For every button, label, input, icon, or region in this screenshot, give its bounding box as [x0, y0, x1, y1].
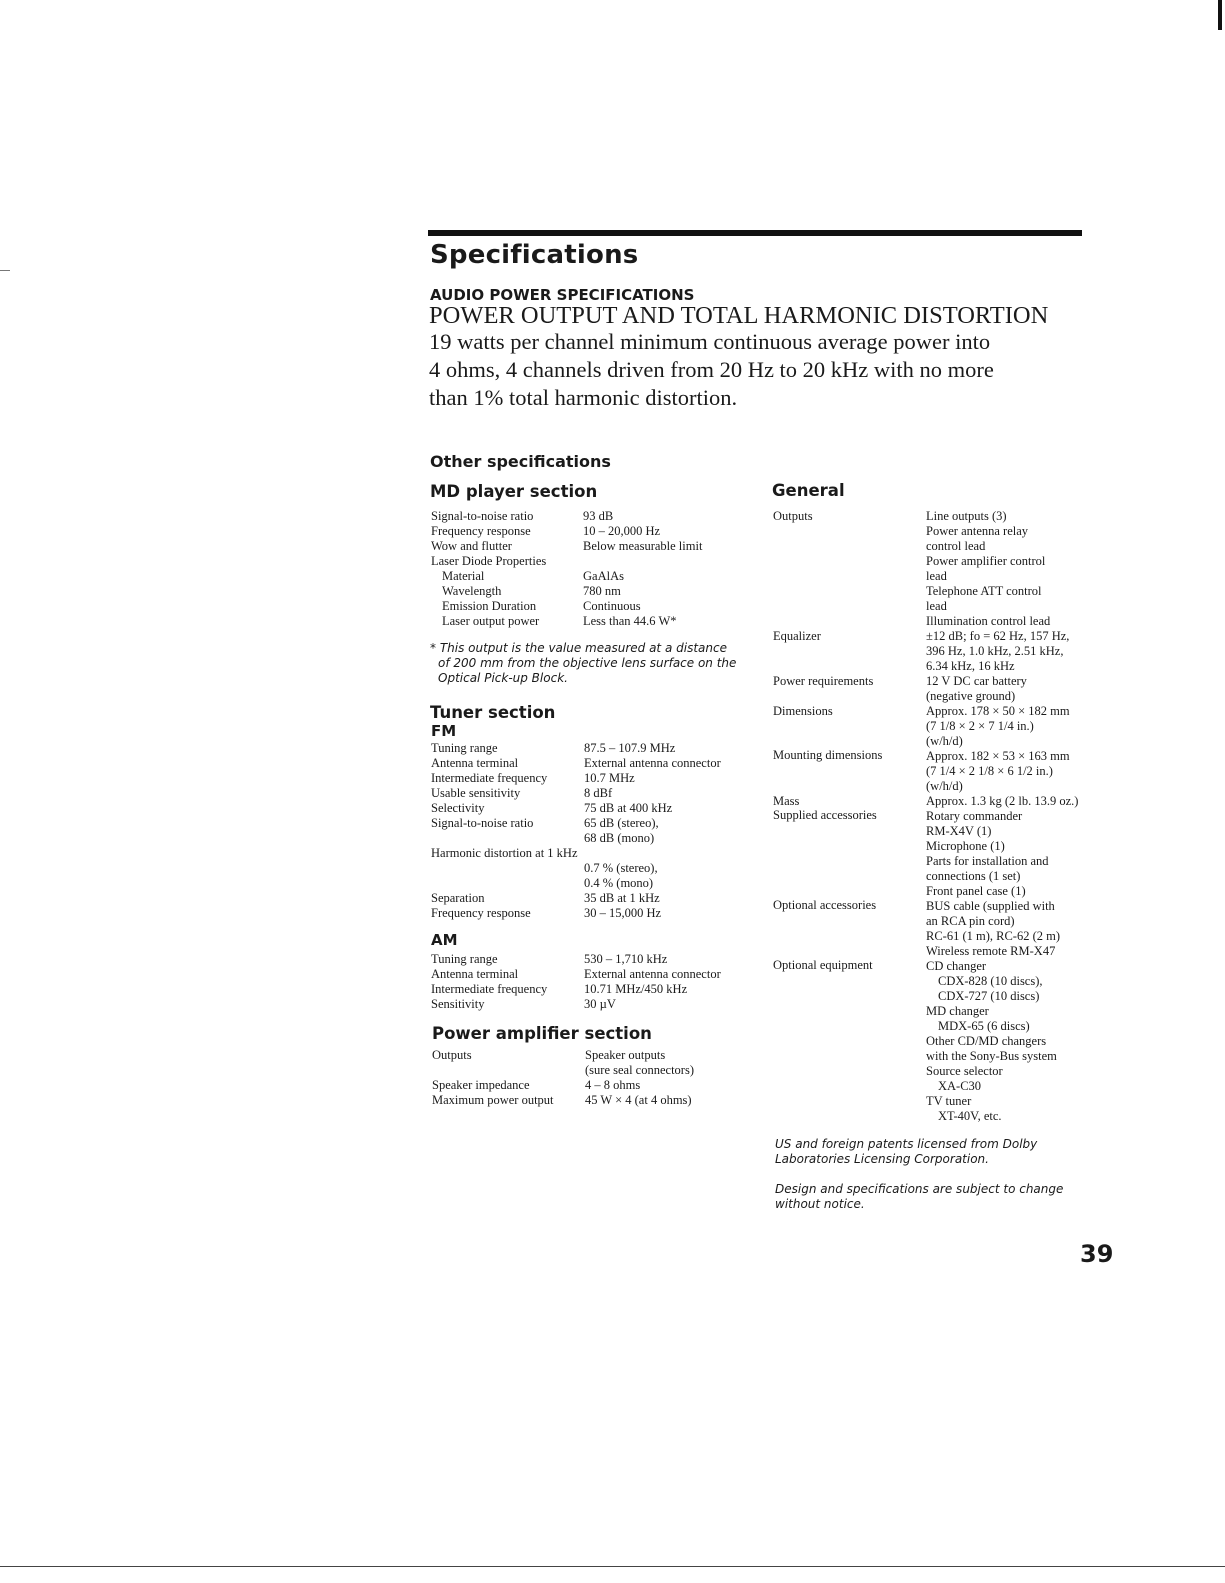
general-label-supplied: Supplied accessories	[773, 808, 877, 822]
patent-note-line: US and foreign patents licensed from Dolby	[775, 1137, 1038, 1151]
spec-value: 93 dB	[583, 509, 614, 523]
spec-label: Selectivity	[431, 801, 485, 815]
audio-power-heading: AUDIO POWER SPECIFICATIONS	[430, 286, 695, 304]
spec-value: 10 – 20,000 Hz	[583, 524, 661, 538]
spec-label: Laser Diode Properties	[431, 554, 547, 568]
general-value-line: Approx. 178 × 50 × 182 mm	[926, 704, 1070, 718]
spec-value: 65 dB (stereo),	[584, 816, 659, 830]
spec-value: External antenna connector	[584, 967, 721, 981]
spec-value: (sure seal connectors)	[585, 1063, 694, 1077]
spec-value: 45 W × 4 (at 4 ohms)	[585, 1093, 692, 1107]
general-value-line: Parts for installation and	[926, 854, 1049, 868]
spec-label: Usable sensitivity	[431, 786, 521, 800]
general-value-line: with the Sony-Bus system	[926, 1049, 1057, 1063]
spec-label: Laser output power	[442, 614, 540, 628]
spec-value: 30 µV	[584, 997, 616, 1011]
spec-value: 35 dB at 1 kHz	[584, 891, 660, 905]
general-value-line: 6.34 kHz, 16 kHz	[926, 659, 1015, 673]
general-label-optional-eq: Optional equipment	[773, 958, 873, 972]
general-value-line: CD changer	[926, 959, 987, 973]
general-value-line: Illumination control lead	[926, 614, 1051, 628]
laser-note-line: of 200 mm from the objective lens surface on the	[438, 656, 737, 670]
spec-label: Maximum power output	[432, 1093, 554, 1107]
general-label-mass: Mass	[773, 794, 800, 808]
spec-label: Antenna terminal	[431, 756, 519, 770]
power-line: 4 ohms, 4 channels driven from 20 Hz to 20 kHz with no more	[429, 357, 994, 382]
spec-label: Tuning range	[431, 952, 498, 966]
title-rule	[428, 230, 1082, 236]
general-heading: General	[772, 481, 845, 500]
general-value-line: Other CD/MD changers	[926, 1034, 1047, 1048]
general-value-line: lead	[926, 599, 947, 613]
spec-label: Tuning range	[431, 741, 498, 755]
other-specifications-heading: Other specifications	[430, 452, 611, 471]
spec-label: Material	[442, 569, 485, 583]
spec-value: GaAlAs	[583, 569, 624, 583]
general-value-line: (7 1/8 × 2 × 7 1/4 in.)	[926, 719, 1034, 733]
spec-label: Separation	[431, 891, 485, 905]
general-value-line: XT-40V, etc.	[938, 1109, 1002, 1123]
general-label-mounting: Mounting dimensions	[773, 748, 883, 762]
power-output-heading: POWER OUTPUT AND TOTAL HARMONIC DISTORTION	[429, 302, 1049, 329]
power-line: than 1% total harmonic distortion.	[429, 385, 738, 410]
general-value-line: BUS cable (supplied with	[926, 899, 1055, 913]
page-title: Specifications	[430, 240, 639, 270]
general-value-line: Telephone ATT control	[926, 584, 1042, 598]
general-value-line: CDX-727 (10 discs)	[938, 989, 1040, 1003]
spec-label: Frequency response	[431, 906, 531, 920]
general-value-line: (w/h/d)	[926, 779, 963, 793]
general-value-line: TV tuner	[926, 1094, 972, 1108]
general-value-line: control lead	[926, 539, 986, 553]
spec-value: 4 – 8 ohms	[585, 1078, 641, 1092]
spec-label: Antenna terminal	[431, 967, 519, 981]
general-value-line: (w/h/d)	[926, 734, 963, 748]
general-value-line: Front panel case (1)	[926, 884, 1026, 898]
general-label-optional-acc: Optional accessories	[773, 898, 877, 912]
general-value-line: an RCA pin cord)	[926, 914, 1015, 928]
spec-value: 68 dB (mono)	[584, 831, 655, 845]
spec-label: Emission Duration	[442, 599, 537, 613]
general-value-line: (negative ground)	[926, 689, 1016, 703]
general-value-line: lead	[926, 569, 947, 583]
spec-value: 75 dB at 400 kHz	[584, 801, 673, 815]
spec-label: Sensitivity	[431, 997, 485, 1011]
general-value-line: 396 Hz, 1.0 kHz, 2.51 kHz,	[926, 644, 1064, 658]
design-note-line: without notice.	[775, 1197, 865, 1211]
spec-value: 0.7 % (stereo),	[584, 861, 658, 875]
general-value-line: RC-61 (1 m), RC-62 (2 m)	[926, 929, 1061, 943]
general-label-equalizer: Equalizer	[773, 629, 821, 643]
scan-bottom-line	[0, 1566, 1225, 1567]
spec-value: 780 nm	[583, 584, 621, 598]
spec-value: Less than 44.6 W*	[583, 614, 677, 628]
spec-value: 10.71 MHz/450 kHz	[584, 982, 688, 996]
spec-value: 8 dBf	[584, 786, 613, 800]
spec-label: Intermediate frequency	[431, 771, 548, 785]
spec-label: Harmonic distortion at 1 kHz	[431, 846, 578, 860]
general-value-line: Approx. 1.3 kg (2 lb. 13.9 oz.)	[926, 794, 1079, 808]
general-value-line: Power amplifier control	[926, 554, 1046, 568]
general-label-power: Power requirements	[773, 674, 874, 688]
spec-label: Wavelength	[442, 584, 502, 598]
general-value-line: 12 V DC car battery	[926, 674, 1027, 688]
spec-value: 30 – 15,000 Hz	[584, 906, 662, 920]
spec-label: Signal-to-noise ratio	[431, 816, 534, 830]
spec-label: Outputs	[432, 1048, 472, 1062]
amp-section-heading: Power amplifier section	[432, 1024, 652, 1043]
general-label-dimensions: Dimensions	[773, 704, 833, 718]
md-section-heading: MD player section	[430, 482, 598, 501]
power-output-text	[429, 328, 1079, 412]
spec-label: Speaker impedance	[432, 1078, 530, 1092]
page-number: 39	[1080, 1240, 1114, 1268]
general-value-line: Source selector	[926, 1064, 1003, 1078]
general-value-line: XA-C30	[938, 1079, 982, 1093]
scan-edge-mark-left	[0, 270, 10, 271]
general-value-line: ±12 dB; fo = 62 Hz, 157 Hz,	[926, 629, 1070, 643]
spec-label: Signal-to-noise ratio	[431, 509, 534, 523]
spec-label: Wow and flutter	[431, 539, 512, 553]
general-values	[926, 509, 1086, 1124]
general-value-line: Wireless remote RM-X47	[926, 944, 1056, 958]
scan-edge-mark	[1218, 0, 1222, 30]
general-value-line: RM-X4V (1)	[926, 824, 992, 838]
tuner-section-heading: Tuner section	[430, 703, 556, 722]
spec-value: External antenna connector	[584, 756, 721, 770]
general-value-line: Microphone (1)	[926, 839, 1005, 853]
design-note-line: Design and specifications are subject to change	[775, 1182, 1064, 1196]
laser-note-line: * This output is the value measured at a distance	[430, 641, 727, 655]
general-label-outputs: Outputs	[773, 509, 813, 523]
general-value-line: CDX-828 (10 discs),	[938, 974, 1043, 988]
spec-value: 87.5 – 107.9 MHz	[584, 741, 676, 755]
spec-value: 0.4 % (mono)	[584, 876, 654, 890]
spec-value: Speaker outputs	[585, 1048, 666, 1062]
general-value-line: MD changer	[926, 1004, 989, 1018]
spec-value: Continuous	[583, 599, 641, 613]
general-value-line: Approx. 182 × 53 × 163 mm	[926, 749, 1070, 763]
spec-label: Frequency response	[431, 524, 531, 538]
general-value-line: Line outputs (3)	[926, 509, 1007, 523]
am-heading: AM	[431, 931, 458, 949]
general-value-line: Power antenna relay	[926, 524, 1029, 538]
power-line: 19 watts per channel minimum continuous average power into	[429, 329, 991, 354]
spec-label: Intermediate frequency	[431, 982, 548, 996]
general-value-line: connections (1 set)	[926, 869, 1021, 883]
laser-note-line: Optical Pick-up Block.	[438, 671, 568, 685]
spec-value: 10.7 MHz	[584, 771, 635, 785]
general-value-line: (7 1/4 × 2 1/8 × 6 1/2 in.)	[926, 764, 1053, 778]
spec-value: Below measurable limit	[583, 539, 703, 553]
general-value-line: MDX-65 (6 discs)	[938, 1019, 1030, 1033]
patent-note-line: Laboratories Licensing Corporation.	[775, 1152, 989, 1166]
fm-heading: FM	[431, 722, 457, 740]
spec-value: 530 – 1,710 kHz	[584, 952, 668, 966]
general-value-line: Rotary commander	[926, 809, 1023, 823]
